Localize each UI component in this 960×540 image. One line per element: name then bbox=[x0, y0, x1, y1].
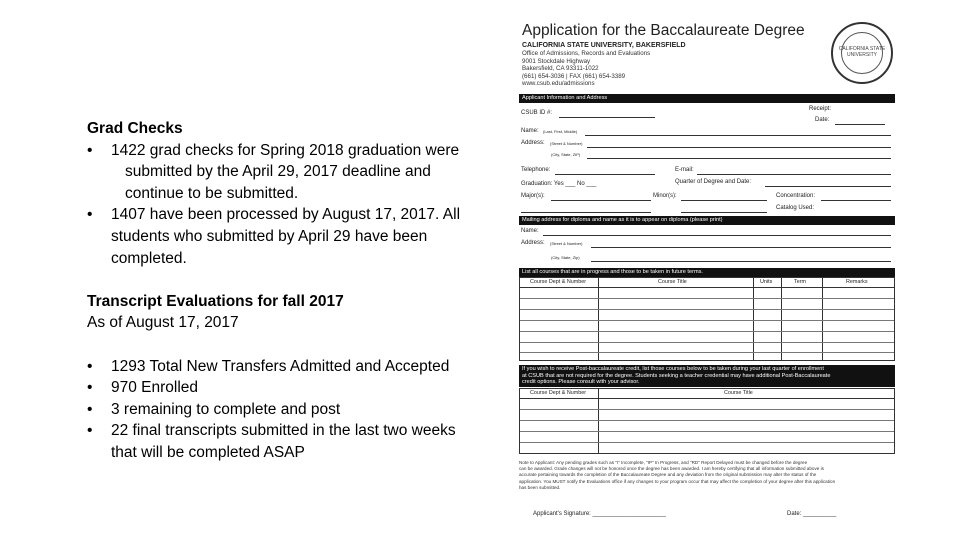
bullet-line: 22 final transcripts submitted in the last two weeks bbox=[111, 422, 456, 440]
bullet-line: completed. bbox=[111, 249, 187, 267]
note-line: can be awarded. Grade changes will not be honored once the degree has been awarded. I am hereby certifying that all information submitted above is bbox=[519, 466, 824, 472]
section-courses: List all courses that are in progress and those to be taken in future terms. bbox=[519, 268, 895, 277]
minor-label: Minor(s): bbox=[653, 193, 677, 199]
major-label: Major(s): bbox=[521, 193, 545, 199]
transcript-bullet-2 bbox=[87, 377, 492, 399]
bullet-line: students who submitted by April 29 have been bbox=[111, 227, 428, 245]
section-mailing: Mailing address for diploma and name as it is to appear on diploma (please print) bbox=[519, 216, 895, 225]
postbacc-line: credit options. Please consult with your advisor. bbox=[522, 379, 640, 386]
address2-hint: (Street & Number) bbox=[550, 241, 583, 246]
postbacc-line: at CSUB that are not required for the degree. Students seeking a teacher credential may have additional Post-Baccalaureate bbox=[522, 372, 831, 379]
signature-label: Applicant's Signature: ______________________ bbox=[533, 511, 666, 517]
address-hint: (Street & Number) bbox=[550, 141, 583, 146]
grad-checks-bullet-2 bbox=[87, 204, 492, 269]
office-line: (661) 654-3036 | FAX (661) 654-3389 bbox=[522, 72, 626, 80]
office-line: Office of Admissions, Records and Evaluations bbox=[522, 50, 651, 57]
office-line: Bakersfield, CA 93311-1022 bbox=[522, 65, 599, 73]
note-line: has been submitted. bbox=[519, 484, 561, 490]
col-header: Course Title bbox=[724, 390, 753, 396]
csub-id-label: CSUB ID #: bbox=[521, 110, 553, 116]
bullet-line: submitted by the April 29, 2017 deadline and bbox=[125, 163, 431, 181]
bullet-line: 1407 have been processed by August 17, 2017. All bbox=[111, 206, 461, 224]
signature-date-label: Date: __________ bbox=[787, 511, 837, 517]
graduation-label: Graduation: Yes ___ No ___ bbox=[521, 181, 597, 187]
courses-table bbox=[519, 277, 895, 361]
name-label: Name: bbox=[521, 128, 539, 134]
city-hint: (City, State, ZIP) bbox=[551, 152, 581, 157]
note-line: accurate pertaining towards the completion of the Baccalaureate Degree and any deviation from the original submission may alter the status of the bbox=[519, 472, 817, 478]
courses-table-header bbox=[520, 278, 894, 288]
catalog-label: Catalog Used: bbox=[776, 205, 815, 211]
transcript-heading: Transcript Evaluations for fall 2017 bbox=[87, 292, 344, 310]
office-line: www.csub.edu/admissions bbox=[522, 80, 595, 88]
col-header: Term bbox=[794, 279, 806, 285]
university-seal-icon bbox=[831, 22, 893, 84]
section-applicant-info: Applicant Information and Address bbox=[519, 94, 895, 103]
col-header: Course Title bbox=[658, 279, 687, 285]
name-hint: (Last, First, Middle) bbox=[543, 129, 578, 134]
col-header: Remarks bbox=[846, 279, 868, 285]
form-title: Application for the Baccalaureate Degree bbox=[522, 22, 805, 39]
office-line: 9001 Stockdale Highway bbox=[522, 57, 591, 65]
transcript-bullet-4 bbox=[87, 420, 492, 463]
note-line: Note to Applicant: Any pending grades such as "I" Incomplete, "IP" In Progress, and "RD" Report Delayed must be changed before the degree bbox=[519, 460, 808, 465]
city2-hint: (City, State, Zip) bbox=[551, 255, 580, 260]
name2-label: Name: bbox=[521, 228, 539, 234]
address2-label: Address: bbox=[521, 240, 545, 246]
col-header: Course Dept & Number bbox=[530, 279, 587, 285]
transcript-bullet-1 bbox=[87, 356, 492, 378]
col-header: Course Dept & Number bbox=[530, 390, 587, 396]
bullet-line: 1422 grad checks for Spring 2018 graduation were bbox=[111, 141, 460, 159]
bullet-line: 3 remaining to complete and post bbox=[111, 400, 341, 418]
postbacc-line: If you wish to receive Post-baccalaureate credit, list those courses below to be taken during your last quarter of enrollment bbox=[522, 366, 824, 372]
grad-checks-heading: Grad Checks bbox=[87, 120, 183, 137]
email-label: E-mail: bbox=[675, 167, 694, 173]
form-university: CALIFORNIA STATE UNIVERSITY, BAKERSFIELD bbox=[522, 42, 686, 49]
form-office-address bbox=[522, 50, 650, 88]
postbacc-table bbox=[519, 388, 895, 454]
col-header: Units bbox=[760, 279, 773, 285]
address-label: Address: bbox=[521, 140, 545, 146]
concentration-label: Concentration: bbox=[776, 193, 816, 199]
slide-text bbox=[87, 118, 492, 464]
bullet-line: 970 Enrolled bbox=[111, 379, 199, 397]
receipt-label: Receipt: bbox=[809, 106, 832, 112]
seal-caption: CALIFORNIA STATE UNIVERSITY bbox=[838, 46, 886, 58]
quarter-label: Quarter of Degree and Date: bbox=[675, 179, 752, 185]
transcript-subheading: As of August 17, 2017 bbox=[87, 314, 239, 332]
note-line: application. You MUST notify the Evaluations office if any changes to your program occur that may affect the completion of your degree after this application bbox=[519, 478, 836, 484]
note-to-applicant bbox=[519, 460, 893, 491]
transcript-bullet-3 bbox=[87, 399, 492, 421]
bullet-line: 1293 Total New Transfers Admitted and Accepted bbox=[111, 357, 450, 375]
grad-checks-bullet-1 bbox=[87, 140, 492, 205]
bullet-line: continue to be submitted. bbox=[125, 184, 299, 202]
bullet-line: that will be completed ASAP bbox=[111, 443, 305, 461]
postbacc-table-header bbox=[520, 389, 894, 399]
application-form-image bbox=[515, 18, 896, 528]
date-label: Date: bbox=[815, 117, 830, 123]
section-postbacc bbox=[519, 365, 895, 387]
telephone-label: Telephone: bbox=[521, 167, 551, 173]
